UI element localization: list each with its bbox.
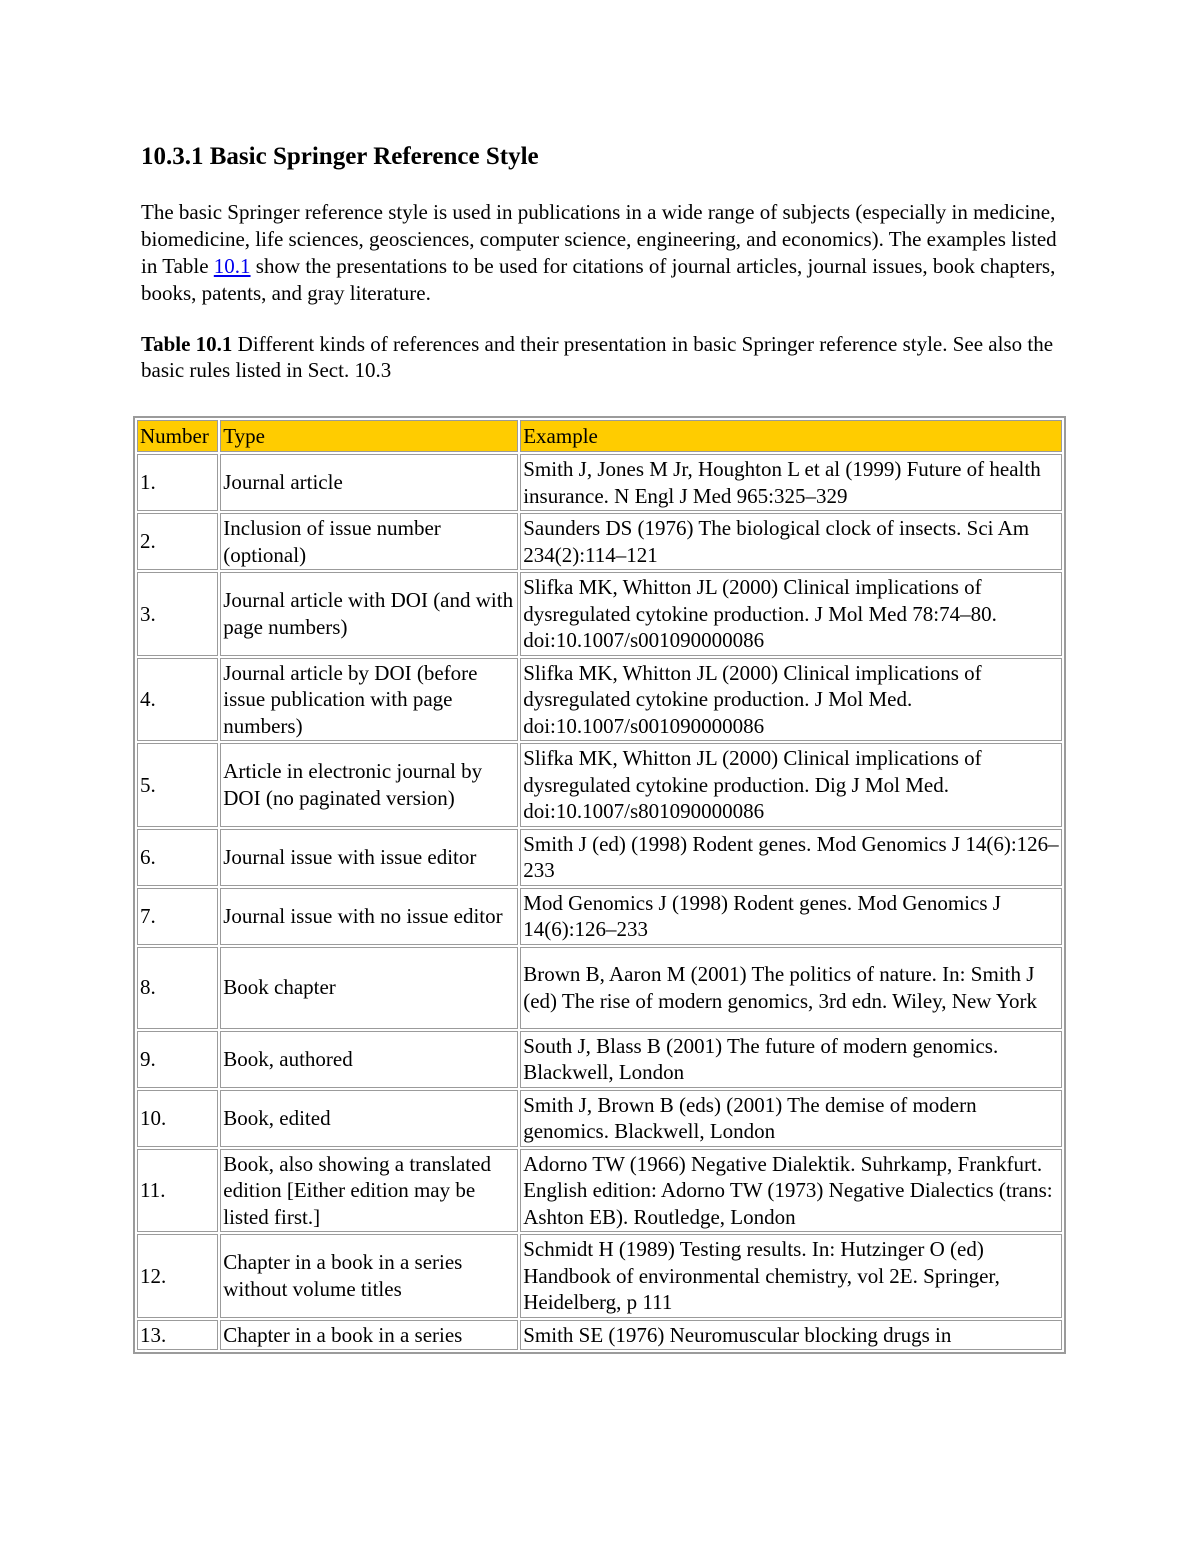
cell-type: Article in electronic journal by DOI (no paginated version)	[220, 743, 518, 827]
cell-number: 10.	[137, 1090, 218, 1147]
cell-example: Brown B, Aaron M (2001) The politics of nature. In: Smith J (ed) The rise of modern genomics, 3rd edn. Wiley, New York	[520, 947, 1062, 1029]
cell-example: Schmidt H (1989) Testing results. In: Hutzinger O (ed) Handbook of environmental chemistry, vol 2E. Springer, Heidelberg, p 111	[520, 1234, 1062, 1318]
reference-table-container	[133, 416, 1066, 1354]
document-page	[141, 140, 1066, 383]
cell-example: Smith SE (1976) Neuromuscular blocking drugs in	[520, 1320, 1062, 1351]
table-row	[137, 1320, 1062, 1351]
cell-number: 6.	[137, 829, 218, 886]
cell-example: Adorno TW (1966) Negative Dialektik. Suhrkamp, Frankfurt. English edition: Adorno TW (1973) Negative Dialectics (trans: Ashton EB). Routledge, London	[520, 1149, 1062, 1233]
cell-type: Journal article with DOI (and with page numbers)	[220, 572, 518, 656]
table-row	[137, 454, 1062, 511]
cell-number: 9.	[137, 1031, 218, 1088]
table-row	[137, 888, 1062, 945]
cell-number: 1.	[137, 454, 218, 511]
cell-type: Journal issue with issue editor	[220, 829, 518, 886]
cell-type: Chapter in a book in a series	[220, 1320, 518, 1351]
cell-number: 11.	[137, 1149, 218, 1233]
table-row	[137, 513, 1062, 570]
cell-example: Smith J (ed) (1998) Rodent genes. Mod Genomics J 14(6):126–233	[520, 829, 1062, 886]
cell-example: South J, Blass B (2001) The future of modern genomics. Blackwell, London	[520, 1031, 1062, 1088]
table-body	[137, 454, 1062, 1350]
header-type: Type	[220, 420, 518, 452]
table-row	[137, 658, 1062, 742]
cell-type: Journal issue with no issue editor	[220, 888, 518, 945]
table-header-row	[137, 420, 1062, 452]
table-row	[137, 743, 1062, 827]
cell-example: Smith J, Jones M Jr, Houghton L et al (1999) Future of health insurance. N Engl J Med 965:325–329	[520, 454, 1062, 511]
cell-type: Book, authored	[220, 1031, 518, 1088]
cell-type: Book, also showing a translated edition [Either edition may be listed first.]	[220, 1149, 518, 1233]
cell-number: 2.	[137, 513, 218, 570]
cell-number: 8.	[137, 947, 218, 1029]
table-row	[137, 947, 1062, 1029]
cell-example: Mod Genomics J (1998) Rodent genes. Mod Genomics J 14(6):126–233	[520, 888, 1062, 945]
cell-example: Slifka MK, Whitton JL (2000) Clinical implications of dysregulated cytokine production. J Mol Med 78:74–80. doi:10.1007/s001090000086	[520, 572, 1062, 656]
table-row	[137, 1234, 1062, 1318]
cell-example: Slifka MK, Whitton JL (2000) Clinical implications of dysregulated cytokine production. Dig J Mol Med. doi:10.1007/s801090000086	[520, 743, 1062, 827]
cell-type: Inclusion of issue number (optional)	[220, 513, 518, 570]
cell-example: Slifka MK, Whitton JL (2000) Clinical implications of dysregulated cytokine production. J Mol Med. doi:10.1007/s001090000086	[520, 658, 1062, 742]
cell-type: Book, edited	[220, 1090, 518, 1147]
intro-text-before-link: The basic Springer reference style is used in publications in a wide range of subjects (especially in medicine, biomedicine, life sciences, geosciences, computer science, engineering, and economics). The examples listed in Table	[141, 200, 1057, 278]
cell-number: 5.	[137, 743, 218, 827]
table-caption-text: Different kinds of references and their presentation in basic Springer reference style. See also the basic rules listed in Sect. 10.3	[141, 332, 1054, 382]
table-caption	[141, 331, 1066, 383]
intro-paragraph	[141, 199, 1066, 307]
table-row	[137, 1149, 1062, 1233]
header-number: Number	[137, 420, 218, 452]
cell-number: 12.	[137, 1234, 218, 1318]
cell-type: Chapter in a book in a series without volume titles	[220, 1234, 518, 1318]
cell-type: Journal article	[220, 454, 518, 511]
cell-type: Journal article by DOI (before issue publication with page numbers)	[220, 658, 518, 742]
header-example: Example	[520, 420, 1062, 452]
reference-examples-table	[133, 416, 1066, 1354]
section-title: 10.3.1 Basic Springer Reference Style	[141, 143, 539, 170]
cell-number: 3.	[137, 572, 218, 656]
cell-example: Smith J, Brown B (eds) (2001) The demise of modern genomics. Blackwell, London	[520, 1090, 1062, 1147]
intro-text-after-link: show the presentations to be used for citations of journal articles, journal issues, book chapters, books, patents, and gray literature.	[141, 254, 1056, 305]
cell-type: Book chapter	[220, 947, 518, 1029]
table-row	[137, 829, 1062, 886]
cell-example: Saunders DS (1976) The biological clock of insects. Sci Am 234(2):114–121	[520, 513, 1062, 570]
cell-number: 13.	[137, 1320, 218, 1351]
table-row	[137, 1031, 1062, 1088]
cell-number: 4.	[137, 658, 218, 742]
cell-number: 7.	[137, 888, 218, 945]
table-row	[137, 1090, 1062, 1147]
table-row	[137, 572, 1062, 656]
table-reference-link[interactable]: 10.1	[213, 254, 251, 278]
table-caption-label: Table 10.1	[141, 332, 233, 356]
